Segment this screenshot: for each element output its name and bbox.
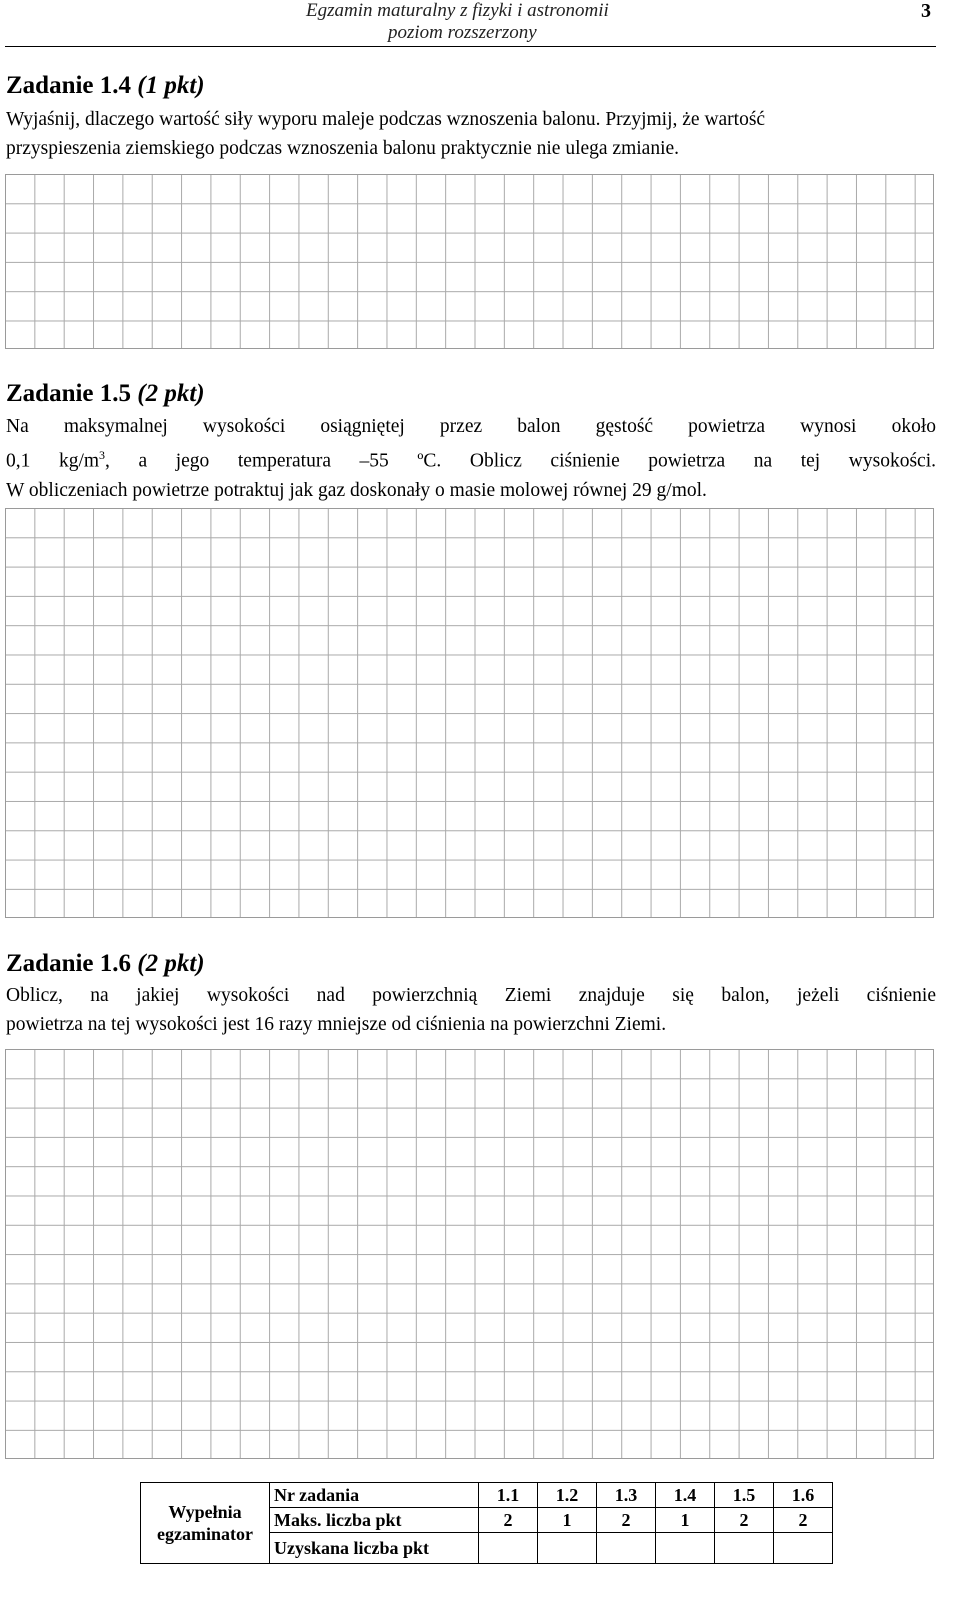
obtained-points-cell[interactable] — [597, 1533, 656, 1564]
max-points-cell: 2 — [479, 1508, 538, 1533]
task-number-cell: 1.2 — [538, 1483, 597, 1508]
task-1-6-text — [6, 981, 936, 1039]
max-points-cell: 1 — [538, 1508, 597, 1533]
obtained-points-cell[interactable] — [656, 1533, 715, 1564]
examiner-label-line-1: Wypełnia — [168, 1502, 242, 1522]
superscript-3: 3 — [99, 448, 106, 462]
task-1-4-line-2: przyspieszenia ziemskiego podczas wznoszenia balonu praktycznie nie ulega zmianie. — [6, 138, 680, 159]
row-obtained-points-label: Uzyskana liczba pkt — [270, 1533, 479, 1564]
max-points-cell: 2 — [715, 1508, 774, 1533]
max-points-cell: 2 — [774, 1508, 833, 1533]
row-max-points-label: Maks. liczba pkt — [270, 1508, 479, 1533]
task-number-cell: 1.4 — [656, 1483, 715, 1508]
exam-title-line1: Egzamin maturalny z fizyki i astronomii — [306, 0, 609, 21]
task-points: (2 pkt) — [137, 950, 205, 977]
task-number-cell: 1.6 — [774, 1483, 833, 1508]
task-1-5-line-2 — [6, 441, 936, 476]
page-number: 3 — [921, 0, 931, 22]
examiner-label — [141, 1483, 270, 1564]
task-1-5-line-2-rest: , a jego temperatura –55 ºC. Oblicz ciśnienie powietrza na tej wysokości. — [105, 450, 937, 472]
answer-grid-1-4[interactable] — [5, 174, 934, 349]
task-number: Zadanie 1.5 — [6, 380, 132, 407]
obtained-points-cell[interactable] — [538, 1533, 597, 1564]
task-number: Zadanie 1.6 — [6, 950, 132, 977]
task-1-4-title — [6, 72, 205, 100]
obtained-points-cell[interactable] — [715, 1533, 774, 1564]
answer-grid-1-6[interactable] — [5, 1049, 934, 1459]
task-number-cell: 1.1 — [479, 1483, 538, 1508]
task-1-5-line-3: W obliczeniach powietrze potraktuj jak gaz doskonały o masie molowej równej 29 g/mol. — [6, 479, 707, 501]
task-1-4-text — [6, 105, 936, 163]
row-task-number-label: Nr zadania — [270, 1483, 479, 1508]
task-1-5-title — [6, 380, 205, 408]
max-points-cell: 2 — [597, 1508, 656, 1533]
task-number: Zadanie 1.4 — [6, 72, 132, 99]
density-value: 0,1 kg/m — [6, 450, 100, 472]
header-rule — [5, 46, 936, 47]
task-points: (1 pkt) — [137, 72, 205, 99]
task-number-cell: 1.5 — [715, 1483, 774, 1508]
task-1-6-title — [6, 950, 205, 978]
task-points: (2 pkt) — [137, 380, 205, 407]
exam-title-line2: poziom rozszerzony — [388, 22, 537, 43]
obtained-points-cell[interactable] — [774, 1533, 833, 1564]
answer-grid-1-5[interactable] — [5, 508, 934, 918]
task-1-5-line-1: Na maksymalnej wysokości osiągniętej przez balon gęstość powietrza wynosi około — [6, 416, 936, 437]
task-1-6-line-1: Oblicz, na jakiej wysokości nad powierzchnią Ziemi znajduje się balon, jeżeli ciśnienie — [6, 985, 936, 1006]
task-number-cell: 1.3 — [597, 1483, 656, 1508]
examiner-label-line-2: egzaminator — [157, 1524, 253, 1544]
score-table — [140, 1482, 833, 1564]
task-1-5-text — [6, 412, 936, 505]
max-points-cell: 1 — [656, 1508, 715, 1533]
task-1-4-line-1: Wyjaśnij, dlaczego wartość siły wyporu maleje podczas wznoszenia balonu. Przyjmij, że wartość — [6, 109, 766, 130]
obtained-points-cell[interactable] — [479, 1533, 538, 1564]
task-1-6-line-2: powietrza na tej wysokości jest 16 razy mniejsze od ciśnienia na powierzchni Ziemi. — [6, 1014, 667, 1035]
